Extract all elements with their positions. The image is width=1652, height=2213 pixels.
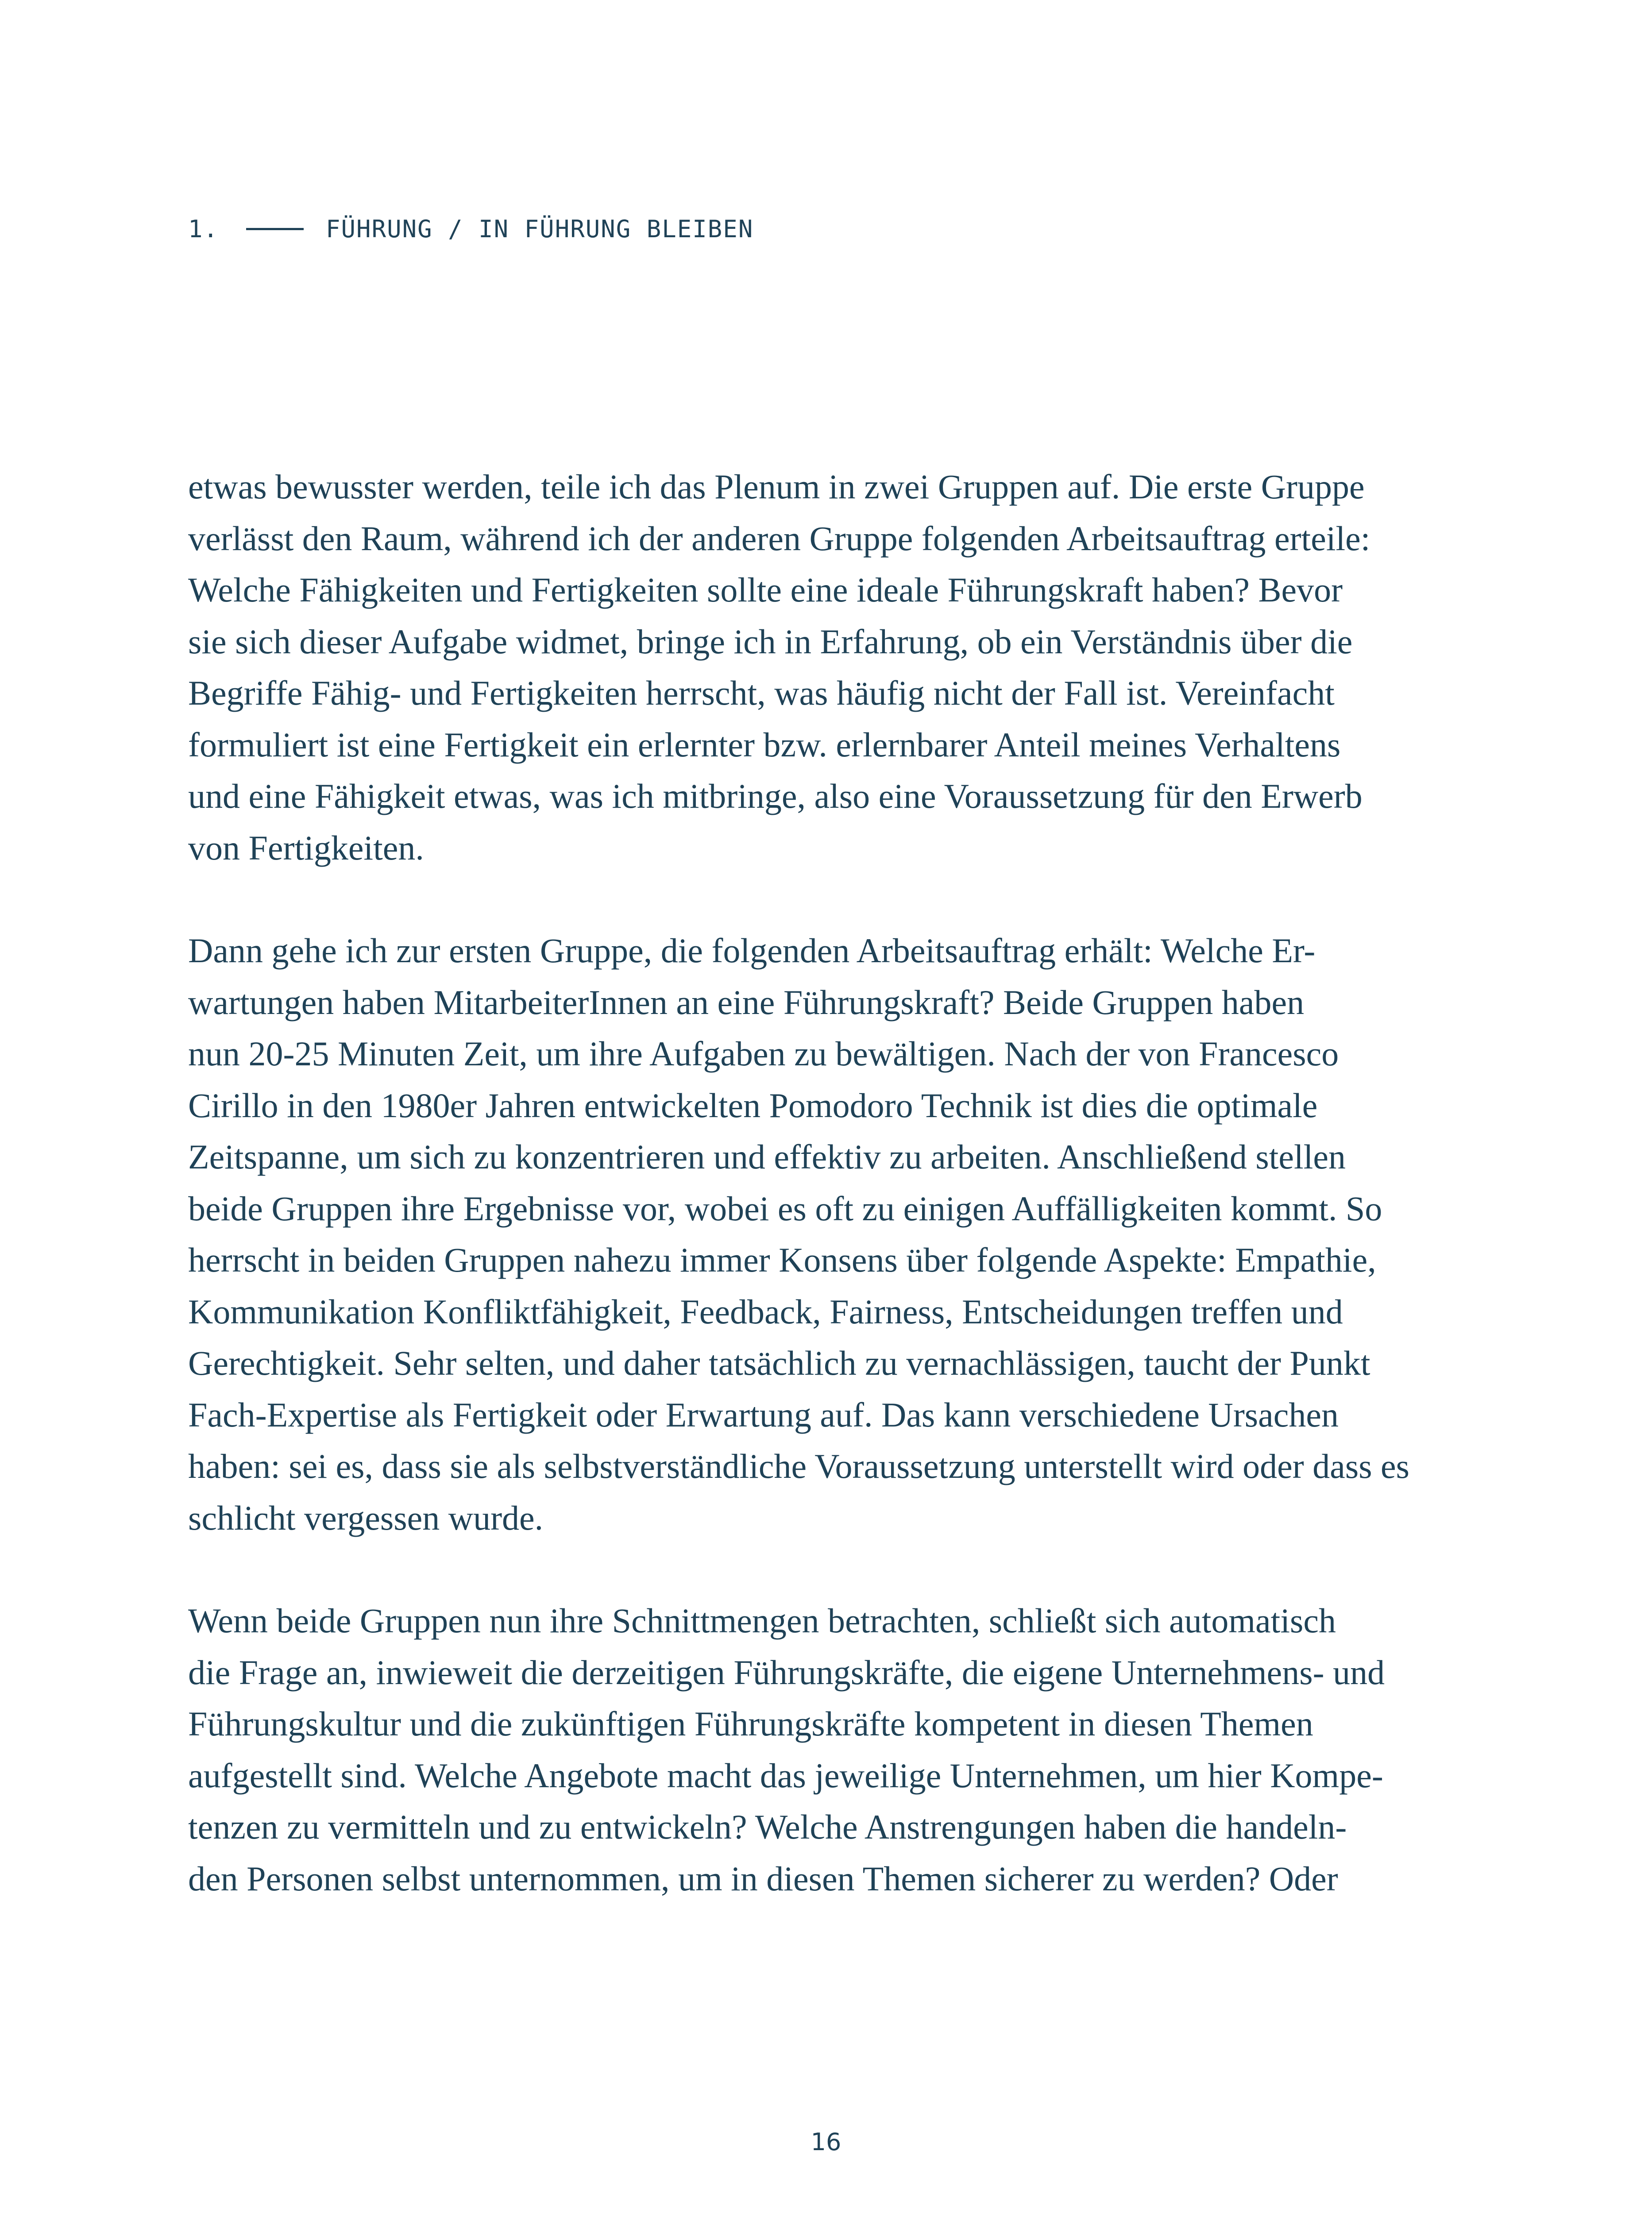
- paragraph: [188, 1595, 1436, 1905]
- text-line: nun 20-25 Minuten Zeit, um ihre Aufgaben zu bewältigen. Nach der von Francesco: [188, 1034, 1339, 1073]
- header-rule: [246, 228, 304, 230]
- text-line: Welche Fähigkeiten und Fertigkeiten sollte eine ideale Führungskraft haben? Bevor: [188, 571, 1343, 609]
- text-line: tenzen zu vermitteln und zu entwickeln? Welche Anstrengungen haben die handeln-: [188, 1808, 1347, 1846]
- chapter-title: FÜHRUNG / IN FÜHRUNG BLEIBEN: [326, 215, 754, 243]
- text-line: etwas bewusster werden, teile ich das Plenum in zwei Gruppen auf. Die erste Gruppe: [188, 467, 1365, 506]
- chapter-number: 1.: [188, 215, 219, 243]
- text-line: aufgestellt sind. Welche Angebote macht das jeweilige Unternehmen, um hier Kompe-: [188, 1756, 1383, 1795]
- text-line: verlässt den Raum, während ich der anderen Gruppe folgenden Arbeitsauftrag erteile:: [188, 519, 1370, 558]
- text-line: den Personen selbst unternommen, um in diesen Themen sicherer zu werden? Oder: [188, 1859, 1338, 1898]
- text-line: Cirillo in den 1980er Jahren entwickelten Pomodoro Technik ist dies die optimale: [188, 1086, 1318, 1125]
- text-line: formuliert ist eine Fertigkeit ein erlernter bzw. erlernbarer Anteil meines Verhaltens: [188, 725, 1341, 764]
- text-line: Fach-Expertise als Fertigkeit oder Erwartung auf. Das kann verschiedene Ursachen: [188, 1395, 1339, 1434]
- text-line: herrscht in beiden Gruppen nahezu immer Konsens über folgende Aspekte: Empathie,: [188, 1241, 1376, 1279]
- text-line: Zeitspanne, um sich zu konzentrieren und effektiv zu arbeiten. Anschließend stellen: [188, 1137, 1346, 1176]
- running-header: [188, 213, 753, 244]
- text-line: und eine Fähigkeit etwas, was ich mitbringe, also eine Voraussetzung für den Erwerb: [188, 777, 1363, 815]
- text-line: Begriffe Fähig- und Fertigkeiten herrscht, was häufig nicht der Fall ist. Vereinfacht: [188, 674, 1335, 712]
- text-line: Wenn beide Gruppen nun ihre Schnittmengen betrachten, schließt sich automatisch: [188, 1601, 1336, 1640]
- text-line: die Frage an, inwieweit die derzeitigen Führungskräfte, die eigene Unternehmens- und: [188, 1653, 1385, 1692]
- page-number: 16: [811, 2128, 841, 2156]
- body-text: [188, 461, 1436, 1956]
- text-line: Gerechtigkeit. Sehr selten, und daher tatsächlich zu vernachlässigen, taucht der Punkt: [188, 1344, 1370, 1382]
- text-line: wartungen haben MitarbeiterInnen an eine Führungskraft? Beide Gruppen haben: [188, 983, 1305, 1022]
- text-line: Kommunikation Konfliktfähigkeit, Feedback, Fairness, Entscheidungen treffen und: [188, 1292, 1343, 1331]
- text-line: schlicht vergessen wurde.: [188, 1498, 544, 1537]
- paragraph: [188, 461, 1436, 874]
- text-line: Führungskultur und die zukünftigen Führungskräfte kompetent in diesen Themen: [188, 1704, 1313, 1743]
- text-line: von Fertigkeiten.: [188, 828, 424, 867]
- text-line: Dann gehe ich zur ersten Gruppe, die folgenden Arbeitsauftrag erhält: Welche Er-: [188, 931, 1316, 970]
- text-line: sie sich dieser Aufgabe widmet, bringe ich in Erfahrung, ob ein Verständnis über die: [188, 622, 1353, 661]
- text-line: beide Gruppen ihre Ergebnisse vor, wobei es oft zu einigen Auffälligkeiten kommt. So: [188, 1189, 1382, 1228]
- text-line: haben: sei es, dass sie als selbstverständliche Voraussetzung unterstellt wird oder dass es: [188, 1447, 1410, 1485]
- paragraph: [188, 925, 1436, 1544]
